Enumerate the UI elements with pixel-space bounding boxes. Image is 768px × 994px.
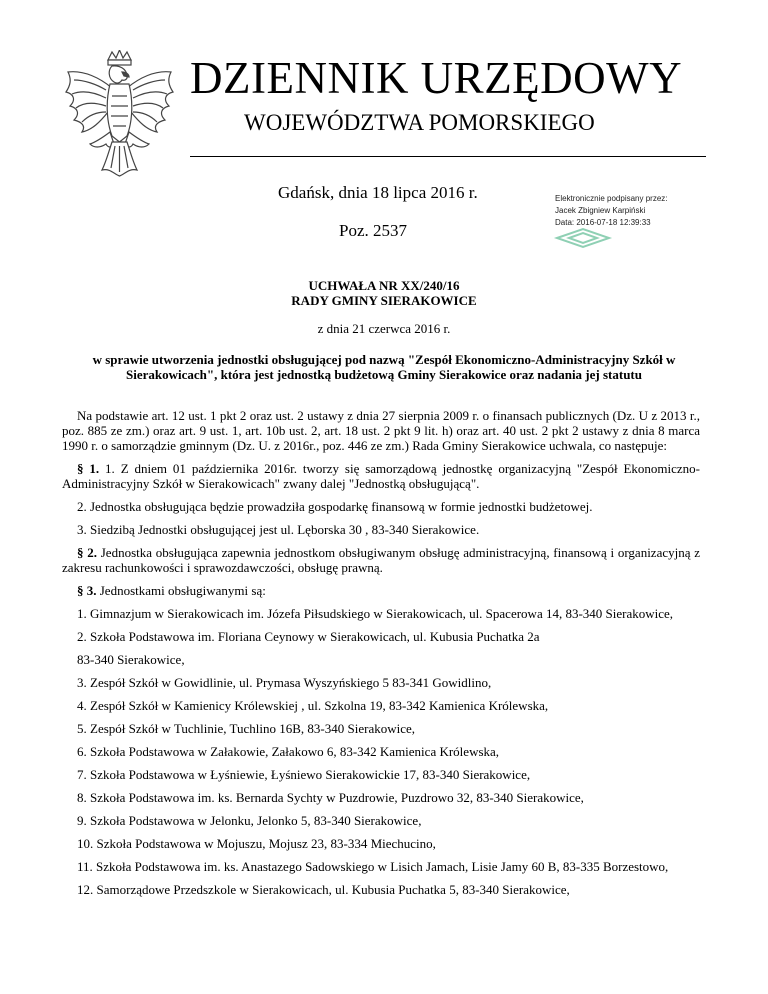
signature-line-1: Elektronicznie podpisany przez: xyxy=(555,194,668,203)
section-2-mark: § 2. xyxy=(77,545,97,560)
journal-title: DZIENNIK URZĘDOWY xyxy=(190,53,683,103)
journal-subtitle: WOJEWÓDZTWA POMORSKIEGO xyxy=(244,110,595,135)
section-2 xyxy=(62,545,700,575)
resolution-subject: w sprawie utworzenia jednostki obsługującej pod nazwą "Zespół Ekonomiczno-Administracyjny Szkół w Sierakowicach", która jest jednostką budżetową Gminy Sierakowice oraz nadania jej statutu xyxy=(92,352,676,382)
section-1-paragraph-2: 2. Jednostka obsługująca będzie prowadziła gospodarkę finansową w formie jednostki budżetowej. xyxy=(77,499,593,514)
list-item: 12. Samorządowe Przedszkole w Sierakowicach, ul. Kubusia Puchatka 5, 83-340 Sierakowice, xyxy=(77,882,570,897)
signature-signer: Jacek Zbigniew Karpiński xyxy=(555,206,646,215)
signature-logo-icon xyxy=(553,227,613,249)
list-item: 3. Zespół Szkół w Gowidlinie, ul. Prymasa Wyszyńskiego 5 83-341 Gowidlino, xyxy=(77,675,492,690)
list-item: 2. Szkoła Podstawowa im. Floriana Ceynowy w Sierakowicach, ul. Kubusia Puchatka 2a xyxy=(77,629,540,644)
list-item: 4. Zespół Szkół w Kamienicy Królewskiej , ul. Szkolna 19, 83-342 Kamienica Królewska, xyxy=(77,698,549,713)
list-item: 11. Szkoła Podstawowa im. ks. Anastazego Sadowskiego w Lisich Jamach, Lisie Jamy 60 B, 83-335 Borzestowo, xyxy=(77,859,669,874)
list-item: 7. Szkoła Podstawowa w Łyśniewie, Łyśniewo Sierakowickie 17, 83-340 Sierakowice, xyxy=(77,767,531,782)
resolution-date: z dnia 21 czerwca 2016 r. xyxy=(317,321,451,336)
list-item: 6. Szkoła Podstawowa w Załakowie, Załakowo 6, 83-342 Kamienica Królewska, xyxy=(77,744,500,759)
masthead-divider xyxy=(190,156,706,157)
section-3 xyxy=(62,583,700,598)
preamble: Na podstawie art. 12 ust. 1 pkt 2 oraz ust. 2 ustawy z dnia 27 sierpnia 2009 r. o finansach publicznych (Dz. U z 2013 r., poz. 885 ze zm.) oraz art. 9 ust. 1, art. 10b ust. 2, art. 18 ust. 2 pkt 9 lit. h) oraz art. 40 ust. 2 pkt 2 ustawy z dnia 8 marca 1990 r. o samorządzie gminnym (Dz. U. z 2016r., poz. 446 ze zm.) Rada Gminy Sierakowice uchwala, co następuje: xyxy=(62,408,700,453)
document-body xyxy=(62,408,700,905)
coat-of-arms-eagle-icon xyxy=(62,50,177,178)
list-item: 83-340 Sierakowice, xyxy=(77,652,185,667)
section-1-mark: § 1. xyxy=(77,461,100,476)
position-number: Poz. 2537 xyxy=(339,221,407,240)
section-1-text: 1. Z dniem 01 października 2016r. tworzy się samorządową jednostkę organizacyjną "Zespół Ekonomiczno-Administracyjny Szkół w Sierakowicach" zwany dalej "Jednostką obsługującą". xyxy=(62,461,701,491)
section-3-mark: § 3. xyxy=(77,583,97,598)
list-item: 8. Szkoła Podstawowa im. ks. Bernarda Sychty w Puzdrowie, Puzdrowo 32, 83-340 Sierakowice, xyxy=(77,790,584,805)
list-item: 5. Zespół Szkół w Tuchlinie, Tuchlino 16B, 83-340 Sierakowice, xyxy=(77,721,415,736)
resolution-header xyxy=(0,278,768,308)
resolution-number: UCHWAŁA NR XX/240/16 xyxy=(308,278,460,293)
section-1-paragraph-3: 3. Siedzibą Jednostki obsługującej jest ul. Lęborska 30 , 83-340 Sierakowice. xyxy=(77,522,480,537)
resolution-council: RADY GMINY SIERAKOWICE xyxy=(291,293,477,308)
list-item: 1. Gimnazjum w Sierakowicach im. Józefa Piłsudskiego w Sierakowicach, ul. Spacerowa 14, 83-340 Sierakowice, xyxy=(77,606,674,621)
section-2-text: Jednostka obsługująca zapewnia jednostkom obsługiwanym obsługę administracyjną, finansową i organizacyjną z zakresu rachunkowości i sprawozdawczości, obsługę prawną. xyxy=(62,545,701,575)
section-3-text: Jednostkami obsługiwanymi są: xyxy=(96,583,266,598)
list-item: 9. Szkoła Podstawowa w Jelonku, Jelonko 5, 83-340 Sierakowice, xyxy=(77,813,422,828)
signature-date: Data: 2016-07-18 12:39:33 xyxy=(555,218,651,227)
section-1 xyxy=(62,461,700,491)
electronic-signature-block xyxy=(555,193,668,229)
place-and-date: Gdańsk, dnia 18 lipca 2016 r. xyxy=(278,183,478,202)
list-item: 10. Szkoła Podstawowa w Mojuszu, Mojusz 23, 83-334 Miechucino, xyxy=(77,836,436,851)
